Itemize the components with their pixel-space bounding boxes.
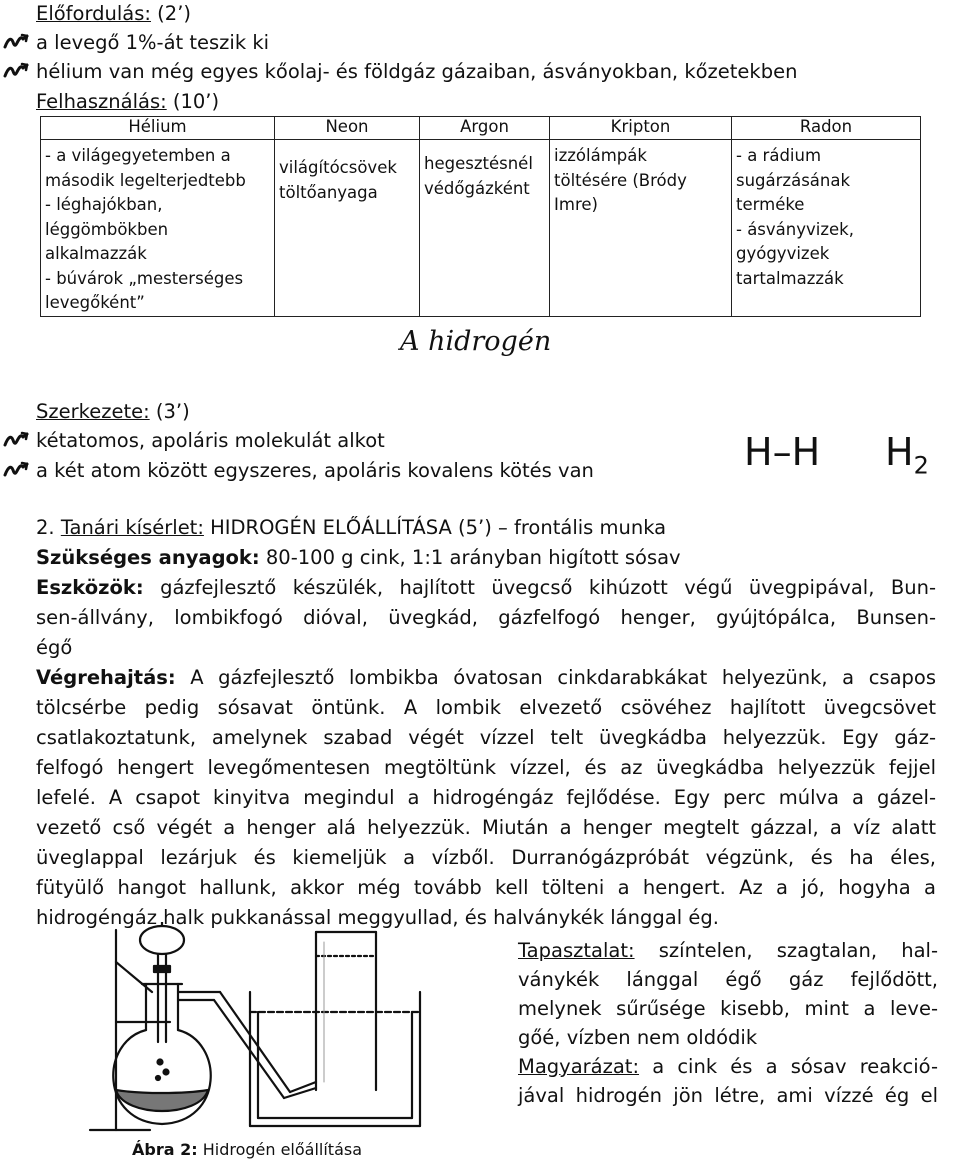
arrow-bullet-icon [3, 33, 29, 53]
arrow-bullet-icon [3, 431, 29, 451]
occurrence-bullet: hélium van még egyes kőolaj- és földgáz gázaiban, ásványokban, kőzetekben [36, 60, 798, 83]
table-cell-radon: - a rádium sugárzásának terméke - ásványvizek, gyógyvizek tartalmazzák [732, 140, 921, 317]
procedure-line: vezető cső végét a henger alá helyezzük. Miután a henger megtelt gázzal, a víz alatt [36, 816, 936, 839]
explanation-line: jával hidrogén jön létre, ami vízzé ég el [518, 1084, 938, 1107]
observation-line: gőé, vízben nem oldódik [518, 1026, 758, 1049]
procedure-line: felfogó hengert levegőmentesen megtöltünk vízzel, és az üvegkádba helyezzük fejjel [36, 756, 936, 779]
procedure-line: Végrehajtás: A gázfejlesztő lombikba óvatosan cinkdarabkákat helyezünk, a csapos [36, 666, 936, 689]
arrow-bullet-icon [3, 62, 29, 82]
table-cell-helium: - a világegyetemben a második legelterjedtebb - léghajókban, léggömbökben alkalmazzák - búvárok „mesterséges levegőként” [41, 140, 275, 317]
materials-line: Szükséges anyagok: 80-100 g cink, 1:1 arányban higított sósav [36, 546, 681, 569]
procedure-line: lefelé. A csapot kinyitva megindul a hidrogéngáz fejlődése. Egy perc múlva a gázel- [36, 786, 936, 809]
structural-formula: H–H [744, 430, 821, 474]
usage-table [40, 116, 921, 317]
apparatus-drawing [80, 922, 500, 1134]
experiment-section [36, 513, 936, 933]
occurrence-bullet: a levegő 1%-át teszik ki [36, 31, 270, 54]
table-cell-argon: hegesztésnél védőgázként [420, 140, 550, 317]
procedure-line: üveglappal lezárjuk és kiemeljük a vízből. Durranógázpróbát végzünk, és ha éles, [36, 846, 936, 869]
structure-bullet: a két atom között egyszeres, apoláris kovalens kötés van [36, 459, 594, 482]
experiment-title-line: 2. Tanári kísérlet: HIDROGÉN ELŐÁLLÍTÁSA (5’) – frontális munka [36, 516, 667, 539]
molecular-formula: $H_2$ [885, 430, 929, 480]
section-title: A hidrogén [400, 326, 552, 357]
table-cell-kripton: izzólámpák töltésére (Bródy Imre) [550, 140, 732, 317]
table-header: Neon [275, 117, 420, 140]
structure-bullet: kétatomos, apoláris molekulát alkot [36, 429, 385, 452]
tools-line: Eszközök: gázfejlesztő készülék, hajlított üvegcső kihúzott végű üvegpipával, Bun- [36, 576, 936, 599]
observation-line: melynek sűrűsége kisebb, mint a leve- [518, 997, 938, 1020]
table-header: Kripton [550, 117, 732, 140]
observation-block [518, 936, 938, 1110]
usage-heading: Felhasználás: (10’) [36, 90, 220, 113]
procedure-line: csatlakoztatunk, amelynek szabad végét vízzel telt üvegkádba helyezzük. Egy gáz- [36, 726, 936, 749]
structure-heading: Szerkezete: (3’) [36, 400, 190, 423]
table-header: Radon [732, 117, 921, 140]
procedure-line: fütyülő hangot hallunk, akkor még tovább kell tölteni a hengert. Az a jó, hogyha a [36, 876, 936, 899]
tools-line: sen-állvány, lombikfogó dióval, üvegkád, gázfelfogó henger, gyújtópálca, Bunsen- [36, 606, 936, 629]
table-cell-neon: világítócsövek töltőanyaga [275, 140, 420, 317]
tools-line: égő [36, 636, 73, 659]
figure-caption: Ábra 2: Hidrogén előállítása [132, 1140, 363, 1159]
observation-line: Tapasztalat: színtelen, szagtalan, hal- [518, 939, 938, 962]
procedure-line: hidrogéngáz halk pukkanással meggyullad, és halványkék lánggal ég. [36, 906, 719, 929]
table-header: Argon [420, 117, 550, 140]
arrow-bullet-icon [3, 461, 29, 481]
table-header: Hélium [41, 117, 275, 140]
explanation-line: Magyarázat: a cink és a sósav reakció- [518, 1055, 938, 1078]
procedure-line: tölcsérbe pedig sósavat öntünk. A lombik elvezető csövéhez hajlított üvegcsövet [36, 696, 936, 719]
observation-line: ványkék lánggal égő gáz fejlődött, [518, 968, 938, 991]
occurrence-heading: Előfordulás: (2’) [36, 2, 192, 25]
